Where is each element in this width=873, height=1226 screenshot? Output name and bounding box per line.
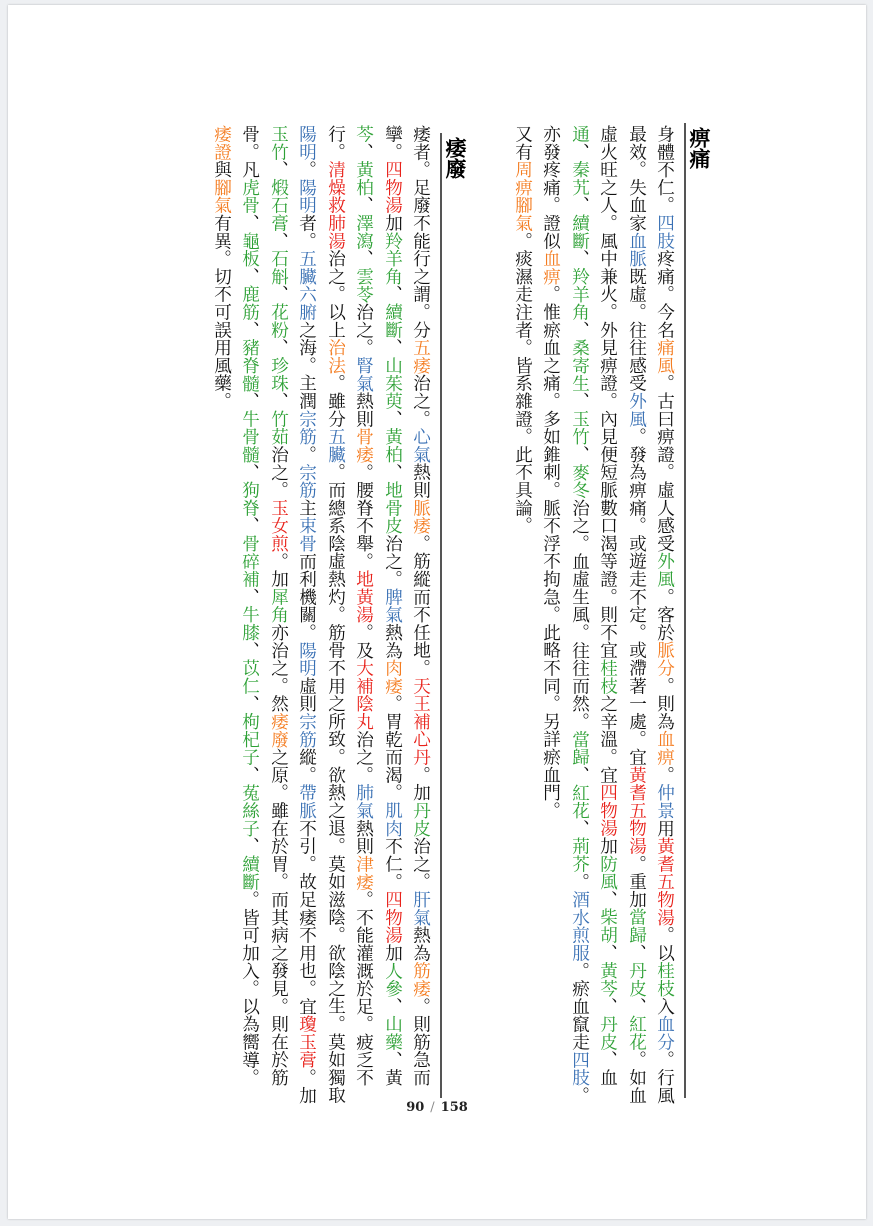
term-green: 玉竹 bbox=[268, 125, 289, 161]
term-red: 黃耆五物湯 bbox=[654, 837, 675, 927]
term-blue: 宗筋 bbox=[296, 463, 317, 499]
section-divider-weifei bbox=[440, 133, 442, 1098]
text-run: 。發為痹痛。或遊走不定。或滯著一處。宜 bbox=[626, 427, 647, 766]
term-green: 荊芥 bbox=[569, 837, 590, 873]
text-run: 。加 bbox=[296, 1068, 317, 1105]
text-run: 加 bbox=[597, 837, 618, 855]
term-blue: 四肢 bbox=[569, 1050, 590, 1087]
term-green: 煅石膏 bbox=[268, 178, 289, 232]
text-run: 縱。 bbox=[296, 748, 317, 784]
term-red: 天王補心丹 bbox=[410, 676, 431, 766]
term-orange: 痿證 bbox=[211, 125, 232, 161]
text-run: 。 bbox=[654, 765, 675, 784]
text-run: 、 bbox=[353, 249, 374, 268]
text-run: 。加 bbox=[268, 552, 289, 588]
text-column bbox=[541, 125, 559, 819]
text-run: 治之。 bbox=[410, 837, 431, 891]
term-green: 桂枝 bbox=[597, 659, 618, 695]
text-run: 、 bbox=[239, 641, 260, 660]
term-green: 桑寄生 bbox=[569, 338, 590, 393]
text-run: 、 bbox=[382, 285, 403, 304]
term-green: 防風 bbox=[597, 854, 618, 891]
text-run: 加 bbox=[382, 214, 403, 232]
term-green: 狗脊 bbox=[239, 481, 260, 517]
document-page bbox=[8, 5, 866, 1219]
text-run: 。及 bbox=[353, 623, 374, 660]
text-run: 又有 bbox=[512, 125, 533, 161]
text-run: 、 bbox=[569, 392, 590, 410]
text-column bbox=[411, 125, 429, 1086]
term-green: 犀角 bbox=[268, 587, 289, 624]
term-red: 大補陰丸 bbox=[353, 659, 374, 731]
text-run: 、 bbox=[239, 214, 260, 232]
term-green: 外風 bbox=[654, 552, 675, 588]
term-orange: 脈痿 bbox=[410, 498, 431, 535]
term-orange: 血痹 bbox=[540, 249, 561, 286]
text-run: 、 bbox=[239, 694, 260, 713]
text-run: 不引。故足痿不用也。宜 bbox=[296, 819, 317, 1016]
text-run: 既虛。往往感受 bbox=[626, 267, 647, 393]
term-orange: 肉痿 bbox=[382, 659, 403, 695]
page-number bbox=[8, 1100, 866, 1115]
text-run: 亦治之。然 bbox=[268, 623, 289, 713]
term-green: 玉竹 bbox=[569, 409, 590, 446]
text-run: 、 bbox=[626, 943, 647, 962]
text-run: 之海。主潤 bbox=[296, 320, 317, 410]
term-green: 當歸 bbox=[569, 730, 590, 766]
text-run: 熱則 bbox=[353, 392, 374, 428]
term-green: 山茱萸 bbox=[382, 356, 403, 410]
term-green: 當歸 bbox=[626, 908, 647, 944]
text-run: 治之。血虛生風。往往而然。 bbox=[569, 498, 590, 731]
text-run: 、 bbox=[239, 267, 260, 286]
term-blue: 血分 bbox=[654, 1015, 675, 1051]
text-column bbox=[655, 125, 673, 1104]
text-run: 行。 bbox=[325, 125, 346, 161]
term-blue: 五臟六腑 bbox=[296, 249, 317, 321]
text-run: 治之。以上 bbox=[325, 249, 346, 339]
section-divider-bitong bbox=[684, 123, 686, 1098]
term-blue: 陽明 bbox=[296, 641, 317, 677]
text-run: 。則為 bbox=[654, 676, 675, 731]
text-run: 熱則 bbox=[410, 463, 431, 499]
text-run: 。瘀血竄走 bbox=[569, 961, 590, 1051]
text-run: 。 bbox=[296, 160, 317, 179]
text-run: 、 bbox=[382, 338, 403, 357]
text-run: 不仁。 bbox=[382, 837, 403, 891]
page-separator: / bbox=[430, 1100, 435, 1115]
text-column bbox=[354, 125, 372, 1086]
term-green: 龜板 bbox=[239, 231, 260, 268]
text-run: 、 bbox=[569, 765, 590, 784]
text-run: 、 bbox=[268, 338, 289, 357]
term-green: 黃柏 bbox=[353, 160, 374, 197]
text-run: 熱則 bbox=[353, 819, 374, 855]
term-green: 續斷 bbox=[382, 303, 403, 339]
term-green: 地骨皮 bbox=[382, 481, 403, 535]
text-run: 、 bbox=[268, 392, 289, 410]
text-run: 治之。 bbox=[353, 730, 374, 784]
text-run: 、 bbox=[239, 463, 260, 482]
text-column bbox=[326, 125, 344, 1104]
section-heading-weifei: 痿廢 bbox=[443, 137, 468, 179]
term-green: 枸杞子 bbox=[239, 712, 260, 766]
text-run: 骨。凡 bbox=[239, 125, 260, 179]
text-run: 、 bbox=[626, 997, 647, 1016]
text-run: 、 bbox=[239, 837, 260, 856]
text-run: 、 bbox=[569, 320, 590, 339]
term-blue: 心氣 bbox=[410, 427, 431, 464]
term-green: 鹿筋 bbox=[239, 285, 260, 321]
text-run: 有異。切不可誤用風藥。 bbox=[211, 214, 232, 410]
text-run: 亦發疼痛。證似 bbox=[540, 125, 561, 250]
text-run: 、 bbox=[353, 142, 374, 161]
text-run: 、 bbox=[268, 160, 289, 179]
text-run: 、 bbox=[268, 231, 289, 250]
text-run: 。不能灌溉於足。疲乏不 bbox=[353, 890, 374, 1087]
text-run: 。客於 bbox=[654, 587, 675, 642]
term-green: 麥冬 bbox=[569, 463, 590, 499]
term-blue: 束骨 bbox=[296, 516, 317, 553]
term-red: 四物湯 bbox=[597, 783, 618, 838]
term-green: 黃芩 bbox=[597, 961, 618, 998]
text-column bbox=[212, 125, 230, 410]
text-run: 治之。 bbox=[410, 374, 431, 428]
term-red: 地黃湯 bbox=[353, 570, 374, 624]
text-run: 。則筋急而 bbox=[410, 997, 431, 1087]
text-run: 治之。 bbox=[268, 445, 289, 499]
text-run: 。加 bbox=[410, 765, 431, 802]
term-green: 通 bbox=[569, 125, 590, 143]
term-orange: 痛風 bbox=[654, 338, 675, 375]
text-run: 、 bbox=[569, 142, 590, 161]
text-run: 、 bbox=[569, 196, 590, 215]
term-green: 丹皮 bbox=[410, 801, 431, 838]
text-run: 。 bbox=[296, 445, 317, 464]
text-run: 。痰濕走注者。皆系雜證。此不具論。 bbox=[512, 231, 533, 535]
text-run: 、黃 bbox=[382, 1050, 403, 1087]
text-column bbox=[297, 125, 315, 1104]
text-run: 、 bbox=[382, 463, 403, 482]
text-run: 、 bbox=[268, 285, 289, 304]
total-pages: 158 bbox=[440, 1100, 468, 1115]
term-green: 柴胡 bbox=[597, 908, 618, 944]
term-red: 清燥救肺湯 bbox=[325, 160, 346, 250]
term-green: 丹皮 bbox=[626, 961, 647, 998]
term-green: 桂枝 bbox=[654, 961, 675, 998]
text-run: 。胃乾而渴。 bbox=[382, 694, 403, 802]
term-green: 石斛 bbox=[268, 249, 289, 286]
text-run: 入 bbox=[654, 997, 675, 1016]
text-run: 疼痛。今名 bbox=[654, 249, 675, 339]
text-run: 。行風 bbox=[654, 1050, 675, 1105]
term-orange: 腳氣 bbox=[211, 178, 232, 215]
term-blue: 外風 bbox=[626, 392, 647, 428]
term-orange: 周痹 bbox=[512, 160, 533, 197]
term-green: 牛膝 bbox=[239, 605, 260, 642]
term-green: 骨碎補 bbox=[239, 534, 260, 588]
term-blue: 陽明 bbox=[296, 178, 317, 215]
text-column bbox=[269, 125, 287, 1086]
section-heading-bitong: 痹痛 bbox=[687, 127, 712, 169]
text-run: 、 bbox=[239, 516, 260, 535]
text-run: 之原。雖在於胃。而其病之發見。則在於筋 bbox=[268, 748, 289, 1087]
text-run: 治之。 bbox=[382, 534, 403, 588]
term-green: 羚羊角 bbox=[569, 267, 590, 321]
text-run: 熱為 bbox=[410, 926, 431, 962]
text-run: 、 bbox=[569, 445, 590, 464]
term-green: 黃柏 bbox=[382, 427, 403, 464]
text-column bbox=[513, 125, 531, 534]
text-run: 熱為 bbox=[382, 623, 403, 660]
text-run: 之辛溫。宜 bbox=[597, 694, 618, 784]
term-blue: 血脈 bbox=[626, 231, 647, 268]
term-green: 山藥 bbox=[382, 1015, 403, 1051]
term-blue: 肝氣 bbox=[410, 890, 431, 927]
term-green: 丹皮 bbox=[597, 1015, 618, 1051]
term-green: 人參 bbox=[382, 961, 403, 998]
text-column bbox=[383, 125, 401, 1086]
term-red: 四物湯 bbox=[382, 890, 403, 944]
text-run: 。 bbox=[569, 1086, 590, 1105]
term-blue: 肌肉 bbox=[382, 801, 403, 838]
text-run: 與 bbox=[211, 160, 232, 179]
term-green: 續斷 bbox=[569, 214, 590, 250]
term-blue: 酒水煎服 bbox=[569, 890, 590, 962]
text-run: 。而總系陰虛熱灼。筋骨不用之所致。欲熱之退。莫如滋陰。欲陰之生。莫如獨取 bbox=[325, 463, 346, 1105]
term-orange: 筋痿 bbox=[410, 961, 431, 998]
term-orange: 津痿 bbox=[353, 854, 374, 891]
term-red: 瓊玉膏 bbox=[296, 1015, 317, 1069]
term-green: 秦艽 bbox=[569, 160, 590, 197]
term-green: 紅花 bbox=[569, 783, 590, 820]
term-blue: 宗筋 bbox=[296, 409, 317, 446]
term-green: 續斷 bbox=[239, 855, 260, 891]
term-green: 苡仁 bbox=[239, 659, 260, 695]
term-green: 豬脊髓 bbox=[239, 338, 260, 393]
text-run: 攣。 bbox=[382, 125, 403, 161]
text-run: 、 bbox=[239, 392, 260, 410]
term-orange: 腳氣 bbox=[512, 196, 533, 232]
term-green: 雲苓 bbox=[353, 267, 374, 304]
term-blue: 腎氣 bbox=[353, 356, 374, 393]
text-run: 。重加 bbox=[626, 854, 647, 909]
text-run: 、 bbox=[597, 997, 618, 1016]
term-orange: 痿廢 bbox=[268, 712, 289, 749]
term-orange: 五痿 bbox=[410, 338, 431, 375]
term-green: 芩 bbox=[353, 125, 374, 143]
text-run: 、 bbox=[382, 997, 403, 1016]
term-green: 澤瀉 bbox=[353, 214, 374, 250]
text-run: 。如血 bbox=[626, 1050, 647, 1105]
text-run: 、 bbox=[597, 890, 618, 909]
text-run: 、 bbox=[382, 409, 403, 428]
term-green: 珍珠 bbox=[268, 356, 289, 393]
term-red: 玉女煎 bbox=[268, 498, 289, 553]
term-orange: 治法 bbox=[325, 338, 346, 375]
text-run: 用 bbox=[654, 819, 675, 838]
term-green: 虎骨 bbox=[239, 178, 260, 215]
text-run: 。以 bbox=[654, 926, 675, 962]
term-red: 黃耆五物湯 bbox=[626, 765, 647, 855]
text-run: 主 bbox=[296, 498, 317, 517]
term-green: 牛骨髓 bbox=[239, 409, 260, 464]
text-run: 治之。 bbox=[353, 303, 374, 357]
text-run: 。雖分 bbox=[325, 374, 346, 428]
term-blue: 脾氣 bbox=[382, 587, 403, 624]
term-red: 四物湯 bbox=[382, 160, 403, 215]
text-run: 加 bbox=[382, 943, 403, 962]
text-run: 、 bbox=[569, 819, 590, 838]
text-run: 者。 bbox=[296, 214, 317, 250]
term-blue: 五臟 bbox=[325, 427, 346, 464]
term-blue: 陽明 bbox=[296, 125, 317, 161]
text-run: 身體不仁。 bbox=[654, 125, 675, 214]
term-green: 菟絲子 bbox=[239, 783, 260, 838]
term-orange: 骨痿 bbox=[353, 427, 374, 464]
term-green: 竹茹 bbox=[268, 409, 289, 446]
term-green: 花粉 bbox=[268, 303, 289, 339]
term-orange: 脈分 bbox=[654, 641, 675, 677]
term-blue: 四肢 bbox=[654, 214, 675, 250]
text-run: 。筋縱而不任地。 bbox=[410, 534, 431, 677]
text-run: 、 bbox=[239, 766, 260, 784]
text-run: 虛火旺之人。風中兼火。外見痹證。內見便短脈數口渴等證。則不宜 bbox=[597, 125, 618, 659]
text-column bbox=[240, 125, 258, 1086]
text-run: 。古曰痹證。虛人感受 bbox=[654, 374, 675, 553]
term-blue: 宗筋 bbox=[296, 712, 317, 749]
text-run: 。腰脊不舉。 bbox=[353, 463, 374, 571]
term-blue: 仲景 bbox=[654, 783, 675, 820]
text-run: 。 bbox=[569, 872, 590, 891]
text-run: 、 bbox=[239, 320, 260, 339]
text-run: 、 bbox=[569, 249, 590, 268]
text-run: 、 bbox=[597, 943, 618, 962]
text-run: 虛則 bbox=[296, 676, 317, 713]
text-run: 而利機關。 bbox=[296, 552, 317, 642]
text-run: 痿者。足廢不能行之謂。分 bbox=[410, 125, 431, 339]
text-column bbox=[570, 125, 588, 1104]
text-run: 最效。失血家 bbox=[626, 125, 647, 232]
term-orange: 血痹 bbox=[654, 730, 675, 766]
term-green: 羚羊角 bbox=[382, 231, 403, 286]
text-run: 、血 bbox=[597, 1050, 618, 1087]
text-column bbox=[627, 125, 645, 1104]
text-column bbox=[598, 125, 616, 1086]
text-run: 、 bbox=[239, 587, 260, 606]
term-green: 紅花 bbox=[626, 1015, 647, 1051]
text-run: 、 bbox=[353, 196, 374, 215]
current-page: 90 bbox=[406, 1100, 425, 1115]
term-blue: 肺氣 bbox=[353, 783, 374, 820]
term-blue: 帶脈 bbox=[296, 783, 317, 820]
text-run: 。惟瘀血之痛。多如錐刺。脈不浮不拘急。此略不同。另詳瘀血門。 bbox=[540, 285, 561, 820]
text-run: 。皆可加入。以為嚮導。 bbox=[239, 890, 260, 1087]
